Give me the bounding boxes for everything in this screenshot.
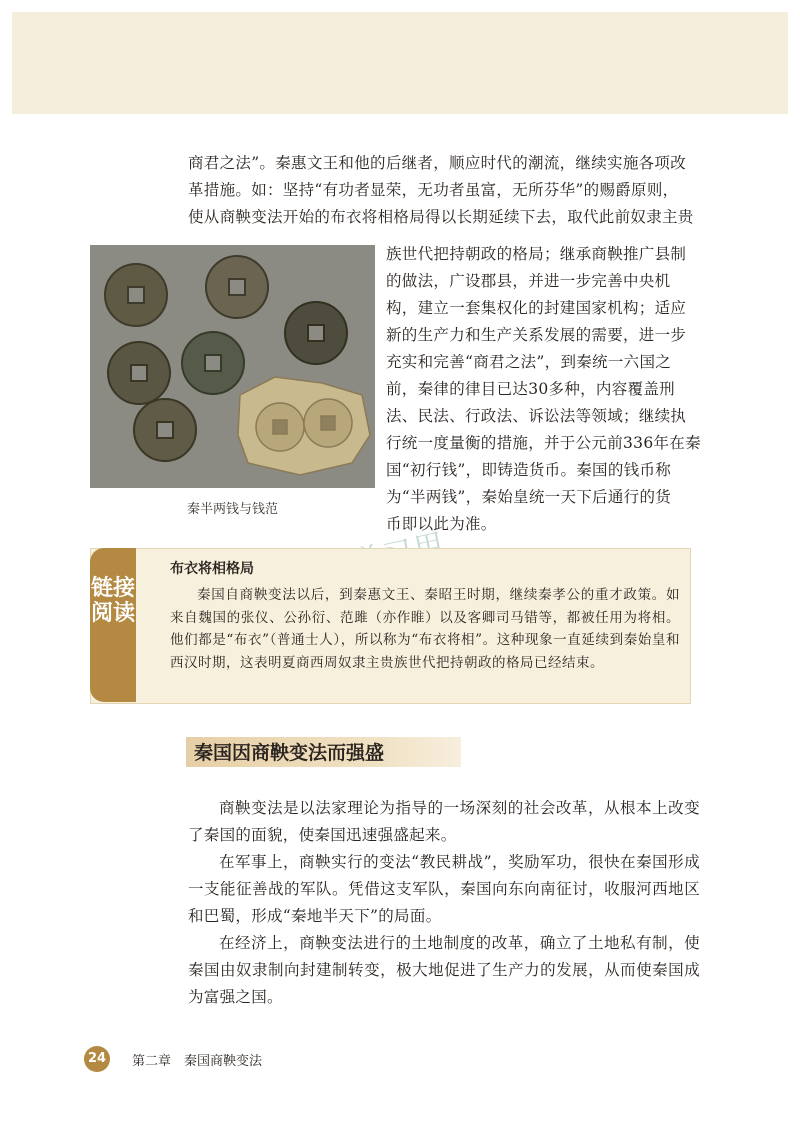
intro-paragraph [188,150,700,231]
side-line: 的做法，广设郡县，并进一步完善中央机 [386,272,671,290]
link-reading-tab-label: 链接阅读 [90,576,135,626]
intro-line: 商君之法”。秦惠文王和他的后继者，顺应时代的潮流，继续实施各项改 [188,154,687,172]
coin-2 [206,256,268,318]
intro-line: 革措施。如：坚持“有功者显荣，无功者虽富，无所芬华”的赐爵原则， [188,181,679,199]
side-line: 新的生产力和生产关系发展的需要，进一步 [386,326,687,344]
side-line: 国“初行钱”，即铸造货币。秦国的钱币称 [386,461,672,479]
side-line: 法、民法、行政法、诉讼法等领域；继续执 [386,407,687,425]
header-band [12,12,788,114]
coin-6 [134,399,196,461]
coin-5 [182,332,244,394]
chapter-title: 第二章 秦国商鞅变法 [132,1054,263,1069]
coin-3 [285,302,347,364]
coin-1 [105,264,167,326]
side-line: 充实和完善“商君之法”，到秦统一六国之 [386,353,672,371]
side-line: 族世代把持朝政的格局；继承商鞅推广县制 [386,245,687,263]
photo-caption: 秦半两钱与钱范 [186,502,278,517]
coin-mold [238,377,370,475]
link-reading-title: 布衣将相格局 [170,561,254,577]
body-paragraph: 在经济上，商鞅变法进行的土地制度的改革，确立了土地私有制，使秦国由奴隶制向封建制转变，极大地促进了生产力的发展，从而使秦国成为富强之国。 [188,934,700,1006]
side-line: 行统一度量衡的措施，并于公元前336年在秦 [386,434,701,452]
section-heading: 秦国因商鞅变法而强盛 [194,742,385,764]
page-number: 24 [84,1046,110,1072]
link-reading-body: 秦国自商鞅变法以后，到秦惠文王、秦昭王时期，继续秦孝公的重才政策。如来自魏国的张仪、公孙衍、范雎（亦作睢）以及客卿司马错等，都被任用为将相。他们都是“布衣”（普通士人），所以称为“布衣将相”。这种现象一直延续到秦始皇和西汉时期，这表明夏商西周奴隶主贵族世代把持朝政的格局已经结束。 [170,587,680,671]
side-line: 币即以此为准。 [386,515,497,533]
side-line: 构，建立一套集权化的封建国家机构；适应 [386,299,687,317]
coin-photo [90,245,375,488]
body-paragraph: 商鞅变法是以法家理论为指导的一场深刻的社会改革，从根本上改变了秦国的面貌，使秦国迅速强盛起来。 [188,799,700,844]
body-paragraph: 在军事上，商鞅实行的变法“教民耕战”，奖励军功，很快在秦国形成一支能征善战的军队。凭借这支军队，秦国向东向南征讨，收服河西地区和巴蜀，形成“秦地半天下”的局面。 [188,853,700,925]
intro-line: 使从商鞅变法开始的布衣将相格局得以长期延续下去，取代此前奴隶主贵 [188,208,694,226]
side-line: 为“半两钱”，秦始皇统一天下后通行的货 [386,488,672,506]
side-line: 前，秦律的律目已达30多种，内容覆盖刑 [386,380,675,398]
side-paragraph [386,241,702,538]
coin-4 [108,342,170,404]
section-body [188,795,700,1011]
coins-illustration [90,245,375,488]
link-reading-tab [90,548,136,702]
